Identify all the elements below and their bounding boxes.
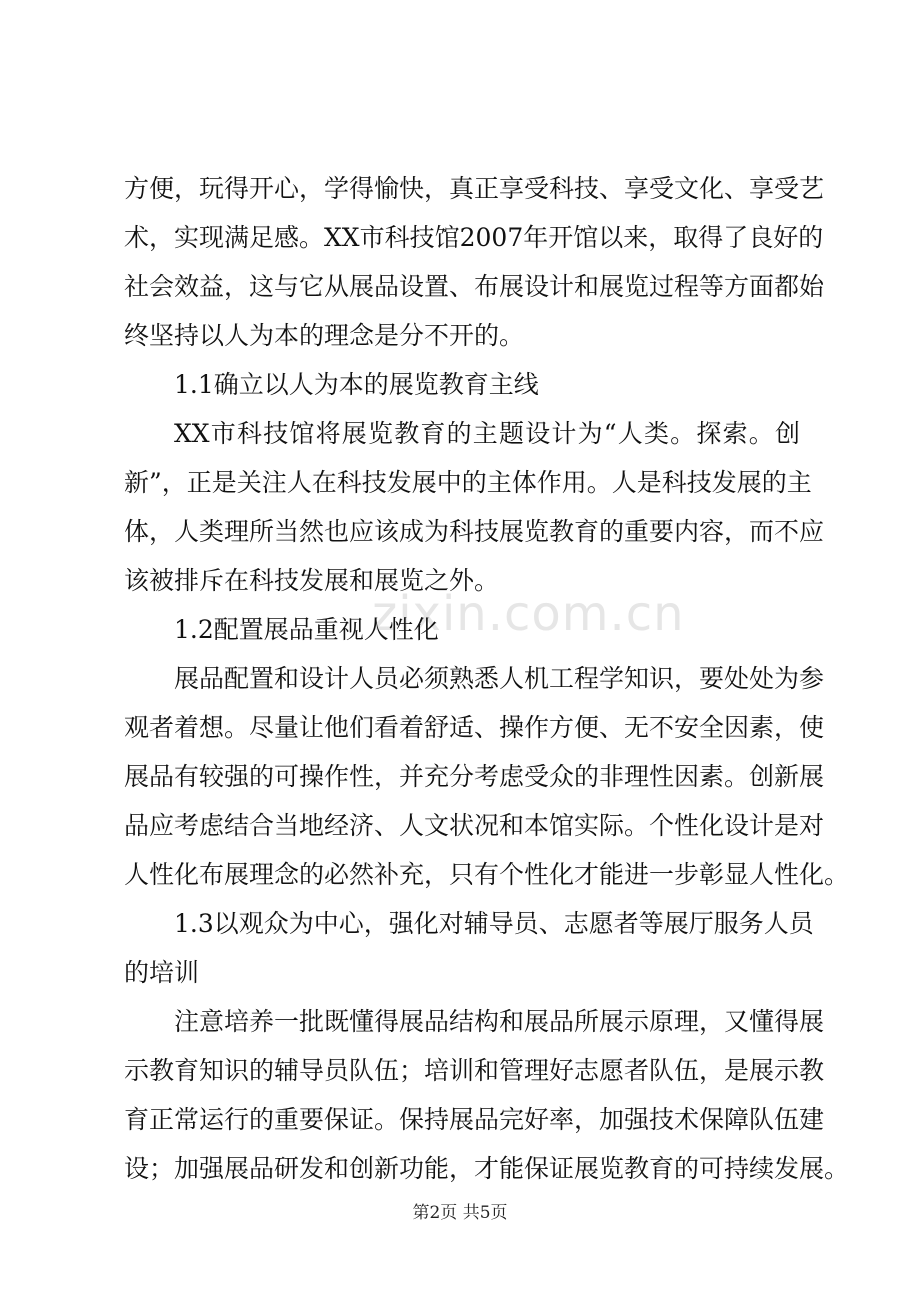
paragraph-line: 示教育知识的辅导员队伍；培训和管理好志愿者队伍，是展示教 (124, 1056, 825, 1085)
paragraph-line: 注意培养一批既懂得展品结构和展品所展示原理，又懂得展 (174, 1007, 825, 1036)
section-heading: 1.2配置展品重视人性化 (174, 615, 439, 644)
paragraph-line: XX市科技馆将展览教育的主题设计为“人类。探索。创 (174, 419, 800, 448)
paragraph-line: 观者着想。尽量让他们看着舒适、操作方便、无不安全因素，使 (124, 713, 825, 742)
paragraph-line: 品应考虑结合当地经济、人文状况和本馆实际。个性化设计是对 (124, 811, 825, 840)
paragraph-line: 体，人类理所当然也应该成为科技展览教育的重要内容，而不应 (124, 517, 825, 546)
section-heading: 的培训 (124, 958, 200, 987)
watermark: zixin.com.cn (372, 586, 685, 642)
paragraph-line: 术，实现满足感。XX市科技馆2007年开馆以来，取得了良好的 (124, 223, 824, 252)
paragraph-line: 设；加强展品研发和创新功能，才能保证展览教育的可持续发展。 (124, 1154, 850, 1183)
paragraph-line: 人性化布展理念的必然补充，只有个性化才能进一步彰显人性化。 (124, 860, 850, 889)
paragraph-line: 育正常运行的重要保证。保持展品完好率，加强技术保障队伍建 (124, 1105, 825, 1134)
paragraph-line: 终坚持以人为本的理念是分不开的。 (124, 321, 525, 350)
paragraph-line: 该被排斥在科技发展和展览之外。 (124, 566, 500, 595)
page-number: 第2页 共5页 (412, 1203, 508, 1223)
paragraph-line: 社会效益，这与它从展品设置、布展设计和展览过程等方面都始 (124, 272, 825, 301)
paragraph-line: 展品配置和设计人员必须熟悉人机工程学知识，要处处为参 (174, 664, 825, 693)
paragraph-line: 新”，正是关注人在科技发展中的主体作用。人是科技发展的主 (124, 468, 812, 497)
section-heading: 1.1确立以人为本的展览教育主线 (174, 370, 539, 399)
body-text (124, 164, 850, 1193)
paragraph-line: 展品有较强的可操作性，并充分考虑受众的非理性因素。创新展 (124, 762, 825, 791)
paragraph-line: 方便，玩得开心，学得愉快，真正享受科技、享受文化、享受艺 (124, 174, 825, 203)
section-heading: 1.3以观众为中心，强化对辅导员、志愿者等展厅服务人员 (174, 909, 814, 938)
